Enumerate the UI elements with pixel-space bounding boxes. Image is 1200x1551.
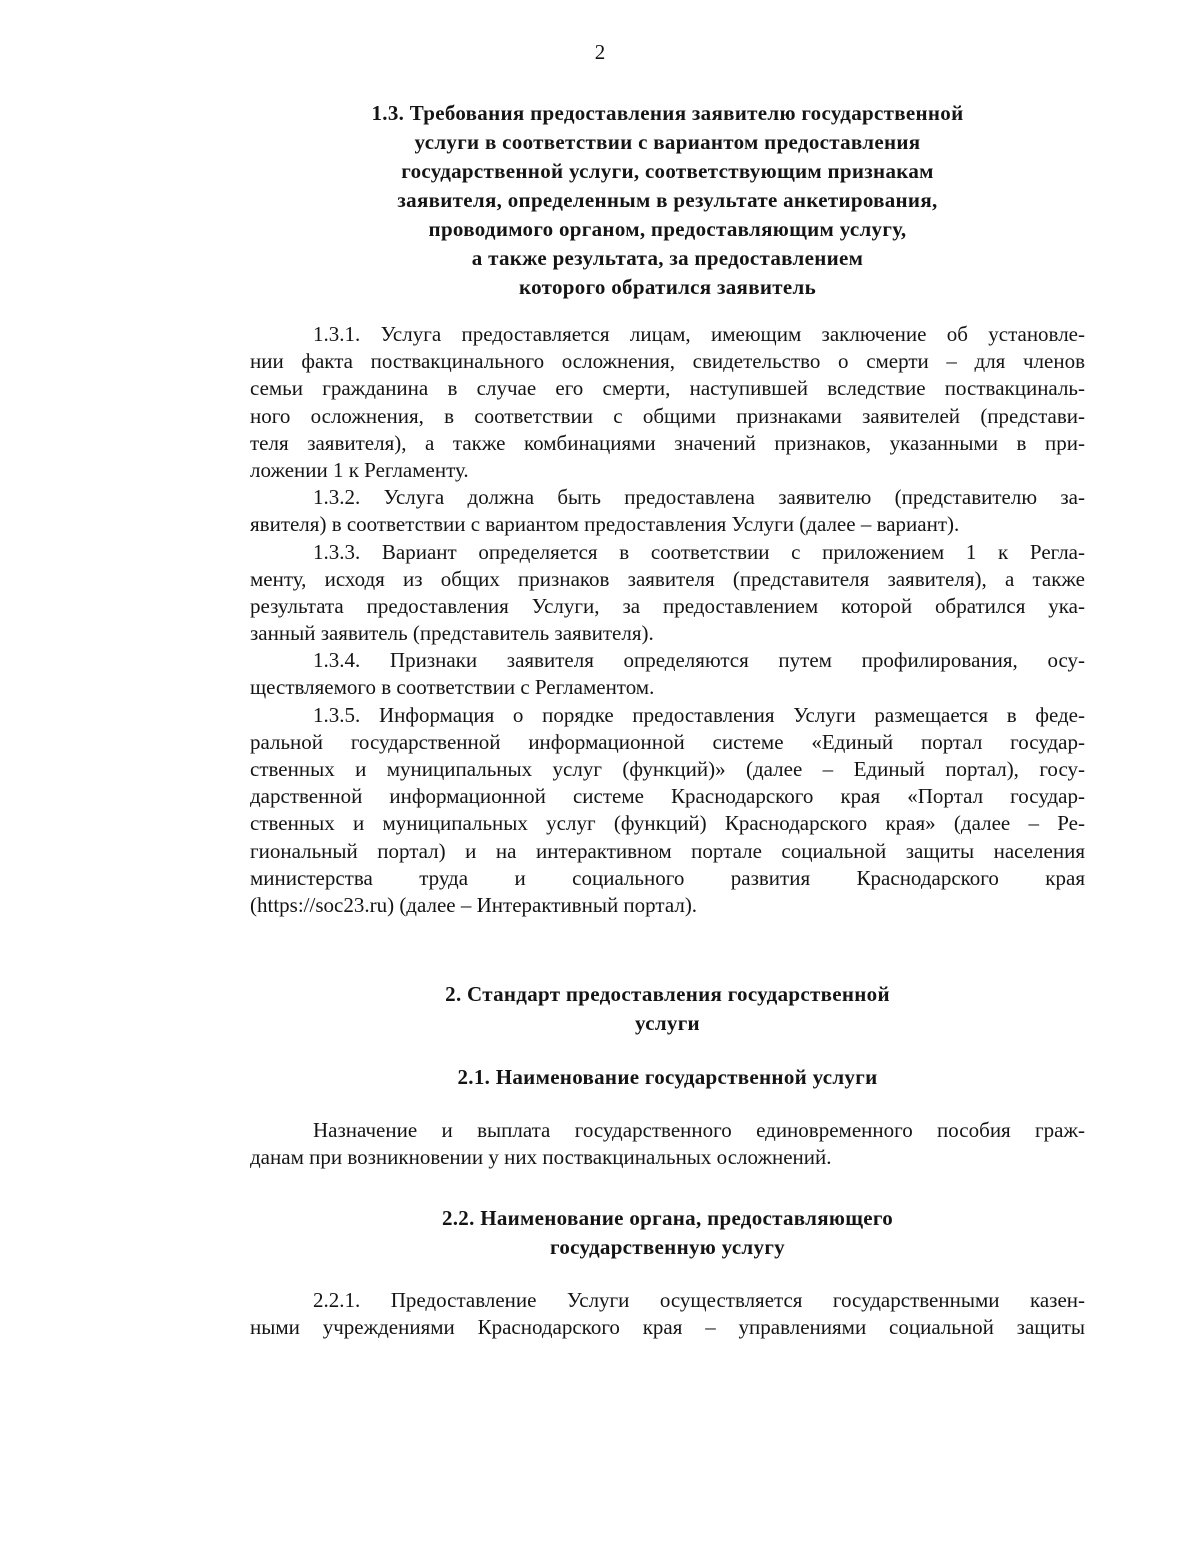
heading-line: 2.1. Наименование государственной услуги xyxy=(457,1065,878,1089)
paragraph-1-3-5-line: 1.3.5. Информация о порядке предоставления Услуги размещается в феде- xyxy=(313,702,1085,727)
heading-line: государственную услугу xyxy=(550,1235,785,1259)
paragraph-2-1-line: данам при возникновении у них поствакцинальных осложнений. xyxy=(250,1145,832,1170)
paragraph-1-3-5-line: министерства труда и социального развития Краснодарского края xyxy=(250,865,1085,890)
paragraph-1-3-3-line: 1.3.3. Вариант определяется в соответствии с приложением 1 к Регла- xyxy=(313,539,1085,564)
paragraph-2-1-line: Назначение и выплата государственного единовременного пособия граж- xyxy=(313,1118,1085,1142)
paragraph-1-3-5-line: гиональный портал) и на интерактивном портале социальной защиты населения xyxy=(250,838,1085,863)
paragraph-2-2-1-line: 2.2.1. Предоставление Услуги осуществляется государственными казен- xyxy=(313,1288,1085,1312)
paragraph-1-3-1-line: нии факта поствакцинального осложнения, свидетельство о смерти – для членов xyxy=(250,349,1085,374)
heading-line: государственной услуги, соответствующим признакам xyxy=(401,159,934,183)
heading-line: 1.3. Требования предоставления заявителю государственной xyxy=(371,101,964,125)
paragraph-1-3-1-line: 1.3.1. Услуга предоставляется лицам, имеющим заключение об установле- xyxy=(313,322,1085,346)
heading-line: проводимого органом, предоставляющим услугу, xyxy=(428,217,907,241)
paragraph-1-3-3-line: занный заявитель (представитель заявителя). xyxy=(250,621,654,646)
paragraph-1-3-4-line: 1.3.4. Признаки заявителя определяются путем профилирования, осу- xyxy=(313,648,1085,673)
heading-line: услуги в соответствии с вариантом предоставления xyxy=(414,130,921,154)
paragraph-1-3-4-line: ществляемого в соответствии с Регламентом. xyxy=(250,675,655,700)
paragraph-1-3-1-line: теля заявителя), а также комбинациями значений признаков, указанными в при- xyxy=(250,430,1085,455)
paragraph-1-3-1-line: семьи гражданина в случае его смерти, наступившей вследствие поствакциналь- xyxy=(250,376,1085,401)
section-1-3-body xyxy=(250,321,1085,919)
heading-line: а также результата, за предоставлением xyxy=(471,246,864,270)
section-1-3-heading xyxy=(250,99,1085,302)
section-2-1-body xyxy=(250,1117,1085,1171)
section-2-2-heading xyxy=(250,1204,1085,1262)
paragraph-2-2-1-line: ными учреждениями Краснодарского края – управлениями социальной защиты xyxy=(250,1315,1085,1340)
heading-line: которого обратился заявитель xyxy=(519,275,816,299)
paragraph-1-3-5-line: ственных и муниципальных услуг (функций) Краснодарского края» (далее – Ре- xyxy=(250,811,1085,836)
paragraph-1-3-3-line: результата предоставления Услуги, за предоставлением которой обратился ука- xyxy=(250,593,1085,618)
paragraph-1-3-5-line: (https://soc23.ru) (далее – Интерактивный портал). xyxy=(250,892,698,917)
heading-line: заявителя, определенным в результате анкетирования, xyxy=(397,188,938,212)
paragraph-1-3-1-line: ложении 1 к Регламенту. xyxy=(250,457,469,482)
paragraph-1-3-2-line: явителя) в соответствии с вариантом предоставления Услуги (далее – вариант). xyxy=(250,512,960,537)
paragraph-1-3-2-line: 1.3.2. Услуга должна быть предоставлена заявителю (представителю за- xyxy=(313,485,1085,510)
heading-line: 2.2. Наименование органа, предоставляющего xyxy=(441,1206,894,1230)
heading-line: 2. Стандарт предоставления государственной xyxy=(445,982,890,1006)
paragraph-1-3-5-line: ральной государственной информационной системе «Единый портал государ- xyxy=(250,729,1085,754)
section-2-2-body xyxy=(250,1287,1085,1341)
heading-line: услуги xyxy=(635,1011,700,1035)
section-2-1-heading xyxy=(250,1063,1085,1092)
paragraph-1-3-3-line: менту, исходя из общих признаков заявителя (представителя заявителя), а также xyxy=(250,566,1085,591)
paragraph-1-3-5-line: дарственной информационной системе Краснодарского края «Портал государ- xyxy=(250,784,1085,809)
paragraph-1-3-5-line: ственных и муниципальных услуг (функций)» (далее – Единый портал), госу- xyxy=(250,757,1085,781)
paragraph-1-3-1-line: ного осложнения, в соответствии с общими признаками заявителей (представи- xyxy=(250,403,1085,428)
section-2-heading xyxy=(250,980,1085,1038)
page-number: 2 xyxy=(594,40,606,64)
